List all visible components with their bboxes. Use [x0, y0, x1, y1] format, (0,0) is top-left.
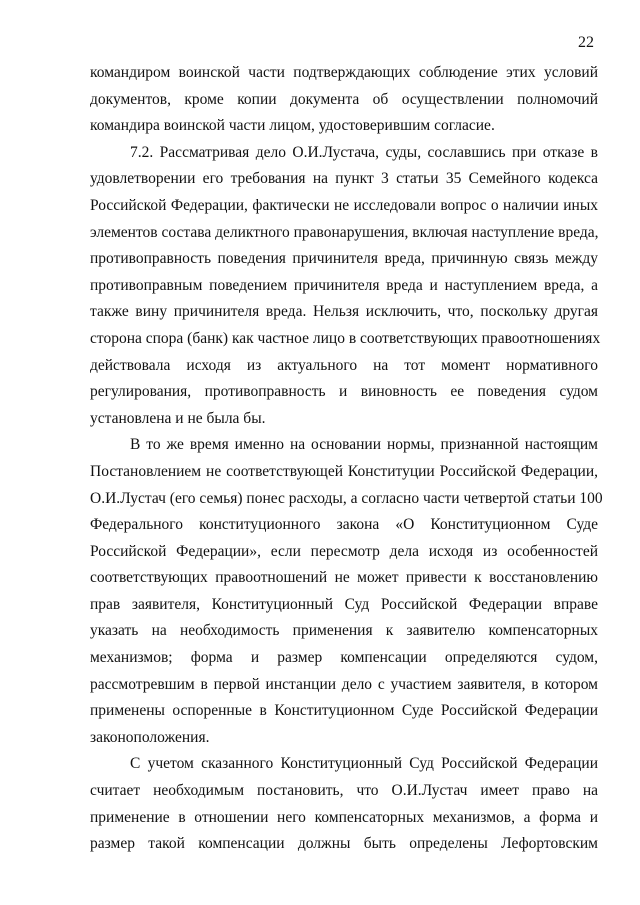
text-line: указать на необходимость применения к заявителю компенсаторных: [90, 622, 598, 640]
document-body: [90, 60, 603, 858]
text-line: считает необходимым постановить, что О.И.Лустач имеет право на: [90, 782, 598, 800]
text-line: С учетом сказанного Конституционный Суд Российской Федерации: [130, 755, 598, 773]
text-line: Российской Федерации, фактически не исследовали вопрос о наличии иных: [90, 196, 598, 214]
text-line: размер такой компенсации должны быть определены Лефортовским: [90, 835, 598, 853]
text-line: применение в отношении него компенсаторных механизмов, а форма и: [90, 808, 598, 826]
text-line: соответствующих правоотношений не может привести к восстановлению: [90, 569, 598, 587]
text-line: сторона спора (банк) как частное лицо в соответствующих правоотношениях: [90, 329, 601, 347]
text-line: также вину причинителя вреда. Нельзя исключить, что, поскольку другая: [90, 303, 598, 321]
text-line: прав заявителя, Конституционный Суд Российской Федерации вправе: [90, 595, 598, 613]
text-line: установлена и не была бы.: [90, 409, 266, 427]
text-line: В то же время именно на основании нормы, признанной настоящим: [130, 436, 598, 454]
text-line: О.И.Лустач (его семья) понес расходы, а согласно части четвертой статьи 100: [90, 489, 603, 507]
text-line: Федерального конституционного закона «О Конституционном Суде: [90, 516, 598, 534]
paragraph: [90, 140, 601, 433]
text-line: командира воинской части лицом, удостоверившим согласие.: [90, 117, 495, 135]
text-line: регулирования, противоправность и виновность ее поведения судом: [90, 383, 598, 401]
paragraph: [90, 751, 598, 857]
text-line: противоправным поведением причинителя вреда и наступлением вреда, а: [90, 276, 598, 294]
text-line: удовлетворении его требования на пункт 3 статьи 35 Семейного кодекса: [90, 170, 598, 188]
text-line: документов, кроме копии документа об осуществлении полномочий: [90, 90, 598, 108]
text-line: применены оспоренные в Конституционном Суде Российской Федерации: [90, 702, 598, 720]
text-line: Российской Федерации», если пересмотр дела исходя из особенностей: [90, 542, 598, 560]
text-line: рассмотревшим в первой инстанции дело с участием заявителя, в котором: [90, 675, 598, 693]
text-line: командиром воинской части подтверждающих соблюдение этих условий: [90, 64, 598, 81]
paragraph: [90, 432, 603, 751]
text-line: действовала исходя из актуального на тот момент нормативного: [90, 356, 598, 374]
text-line: элементов состава деликтного правонарушения, включая наступление вреда,: [90, 223, 599, 241]
text-line: Постановлением не соответствующей Конституции Российской Федерации,: [90, 462, 598, 480]
text-line: 7.2. Рассматривая дело О.И.Лустача, суды, сославшись при отказе в: [130, 143, 598, 161]
text-line: механизмов; форма и размер компенсации определяются судом,: [90, 649, 598, 667]
page-number: 22: [578, 34, 594, 51]
text-line: законоположения.: [90, 728, 210, 746]
paragraph: [90, 60, 598, 140]
text-line: противоправность поведения причинителя вреда, причинную связь между: [90, 250, 598, 268]
